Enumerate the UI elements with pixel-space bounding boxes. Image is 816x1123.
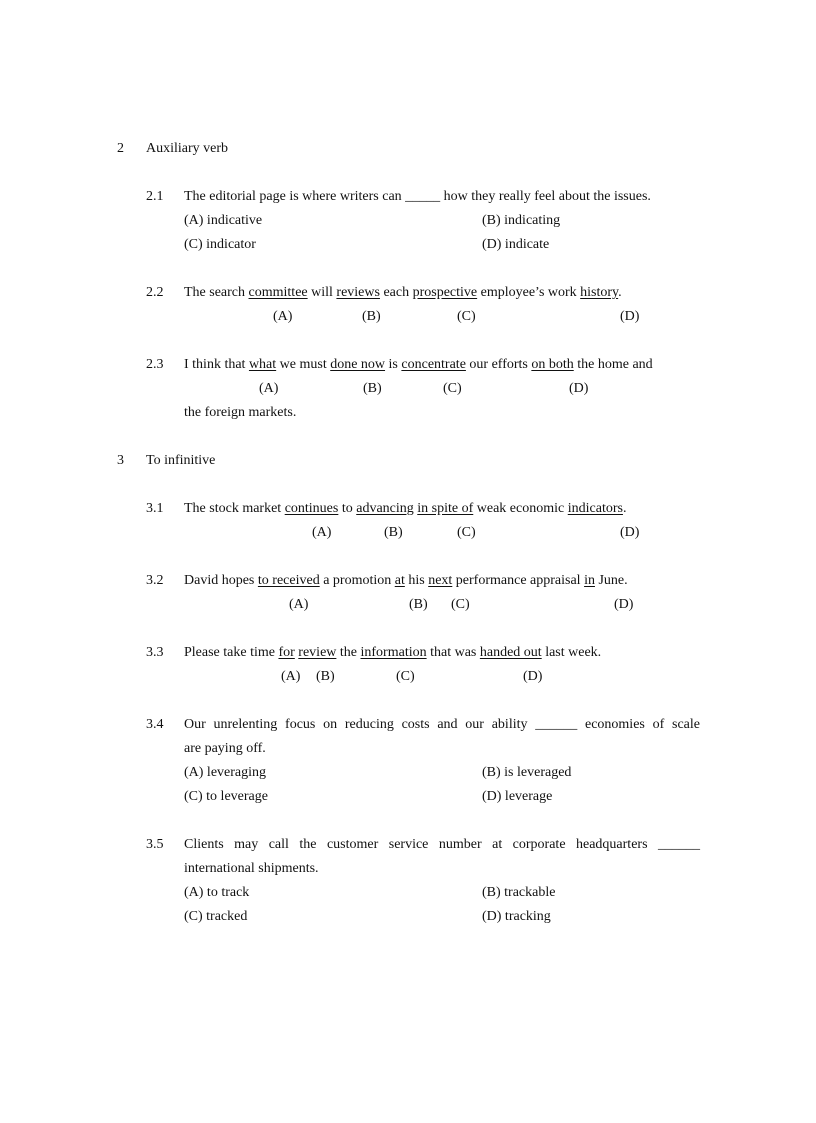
question-number: 2.2 — [146, 285, 164, 300]
option-a: (A) indicative — [184, 213, 263, 228]
section-title: Auxiliary verb — [146, 141, 229, 156]
marker-b: (B) — [316, 669, 335, 684]
marker-d: (D) — [523, 669, 543, 684]
question-number: 3.3 — [146, 645, 164, 660]
option-c: (C) indicator — [184, 237, 256, 252]
marker-a: (A) — [312, 525, 332, 540]
marker-b: (B) — [363, 381, 382, 396]
question-number: 3.1 — [146, 501, 164, 516]
marker-b: (B) — [362, 309, 381, 324]
underlined-segment-a: to received — [257, 573, 320, 588]
underlined-segment-b: done now — [330, 357, 386, 372]
underlined-segment-d: in — [584, 573, 595, 588]
marker-b: (B) — [384, 525, 403, 540]
option-b: (B) is leveraged — [482, 765, 572, 780]
option-c: (C) tracked — [184, 909, 248, 924]
option-b: (B) indicating — [482, 213, 561, 228]
question-continuation: the foreign markets. — [184, 405, 297, 420]
underlined-segment-b: at — [394, 573, 405, 588]
section-number: 2 — [117, 141, 124, 156]
marker-a: (A) — [259, 381, 279, 396]
option-b: (B) trackable — [482, 885, 556, 900]
section-number: 3 — [117, 453, 124, 468]
underlined-segment-b: reviews — [336, 285, 380, 300]
underlined-segment-c: prospective — [412, 285, 478, 300]
question-stem: The editorial page is where writers can _____ how they really feel about the issues. — [184, 189, 651, 204]
underlined-segment-b: advancing — [356, 501, 414, 516]
underlined-segment-d: history — [580, 285, 619, 300]
option-a: (A) leveraging — [184, 765, 267, 780]
option-d: (D) tracking — [482, 909, 551, 924]
underlined-segment-c: in spite of — [417, 501, 474, 516]
marker-c: (C) — [457, 525, 476, 540]
question-stem: Clients may call the customer service number at corporate headquarters ______ — [184, 837, 700, 852]
underlined-segment-c: next — [428, 573, 453, 588]
option-d: (D) indicate — [482, 237, 550, 252]
marker-c: (C) — [451, 597, 470, 612]
underlined-segment-a: continues — [284, 501, 339, 516]
question-sentence: The stock market continues to advancing in spite of weak economic indicators. — [184, 501, 627, 516]
section-title: To infinitive — [146, 453, 216, 468]
option-a: (A) to track — [184, 885, 250, 900]
question-sentence: David hopes to received a promotion at his next performance appraisal in June. — [184, 573, 628, 588]
underlined-segment-d: handed out — [479, 645, 542, 660]
marker-c: (C) — [443, 381, 462, 396]
underlined-segment-a: what — [248, 357, 277, 372]
question-number: 2.1 — [146, 189, 164, 204]
question-sentence: I think that what we must done now is concentrate our efforts on both the home and — [184, 357, 653, 372]
underlined-segment-a: for — [278, 645, 295, 660]
option-d: (D) leverage — [482, 789, 553, 804]
marker-a: (A) — [281, 669, 301, 684]
question-number: 2.3 — [146, 357, 164, 372]
underlined-segment-d: indicators — [567, 501, 623, 516]
question-stem-continuation: international shipments. — [184, 861, 319, 876]
marker-c: (C) — [396, 669, 415, 684]
underlined-segment-d: on both — [531, 357, 574, 372]
question-stem-continuation: are paying off. — [184, 741, 266, 756]
underlined-segment-c: information — [360, 645, 427, 660]
marker-d: (D) — [569, 381, 589, 396]
marker-b: (B) — [409, 597, 428, 612]
underlined-segment-b: review — [298, 645, 337, 660]
question-number: 3.5 — [146, 837, 164, 852]
question-number: 3.4 — [146, 717, 164, 732]
option-c: (C) to leverage — [184, 789, 268, 804]
underlined-segment-a: committee — [248, 285, 308, 300]
marker-d: (D) — [614, 597, 634, 612]
underlined-segment-c: concentrate — [401, 357, 466, 372]
question-number: 3.2 — [146, 573, 164, 588]
question-stem: Our unrelenting focus on reducing costs and our ability ______ economies of scale — [184, 717, 700, 732]
marker-d: (D) — [620, 309, 640, 324]
marker-c: (C) — [457, 309, 476, 324]
marker-a: (A) — [289, 597, 309, 612]
marker-d: (D) — [620, 525, 640, 540]
question-sentence: Please take time for review the information that was handed out last week. — [184, 645, 602, 660]
question-sentence: The search committee will reviews each prospective employee’s work history. — [184, 285, 622, 300]
marker-a: (A) — [273, 309, 293, 324]
